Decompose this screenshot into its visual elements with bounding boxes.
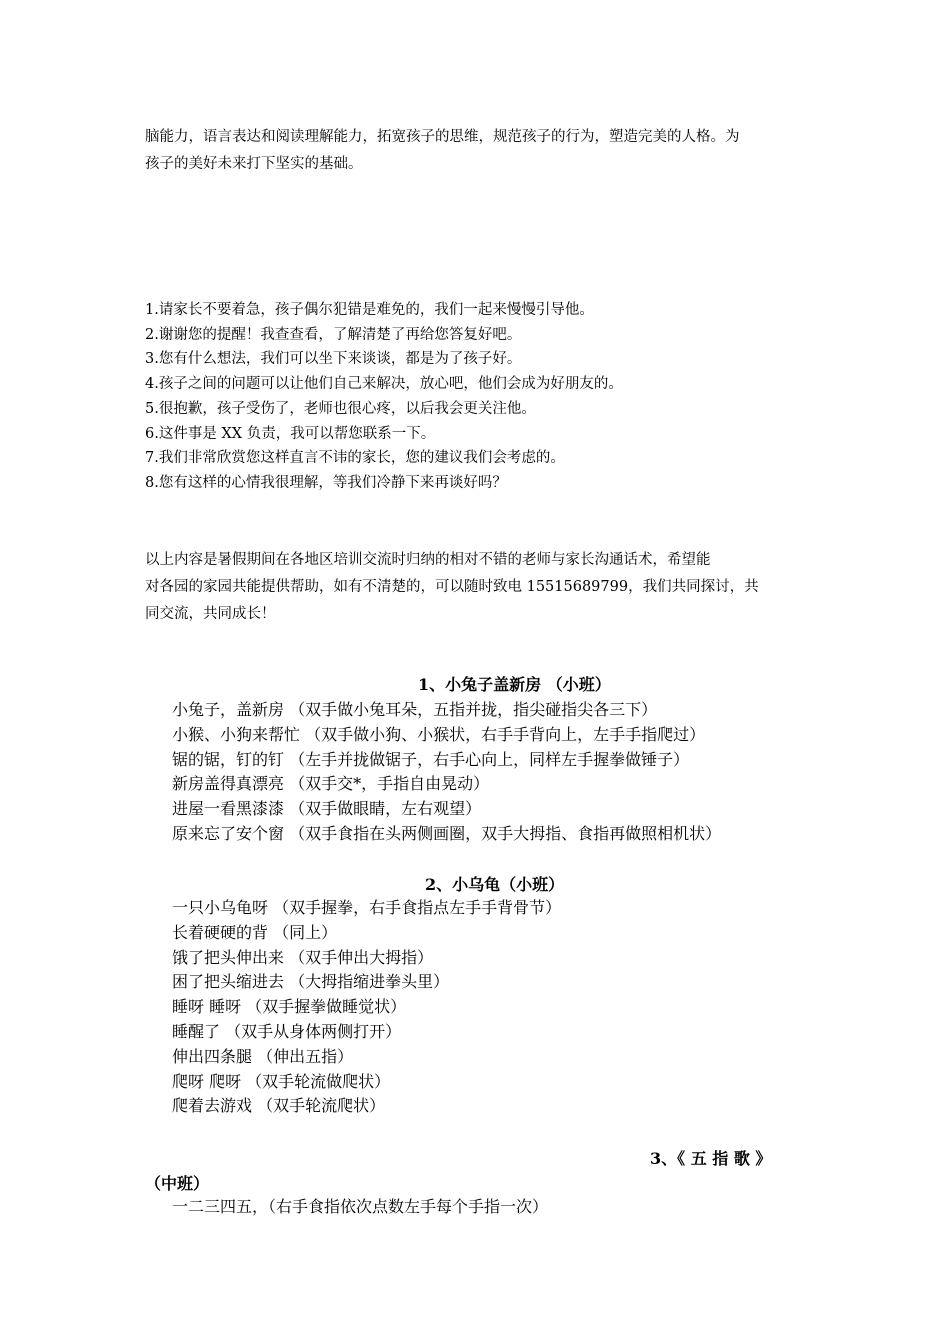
intro-line: 脑能力，语言表达和阅读理解能力，拓宽孩子的思维，规范孩子的行为，塑造完美的人格。为: [145, 129, 740, 145]
song2-lyrics: [172, 896, 832, 1119]
song2-title: 2、小乌龟（小班）: [425, 875, 565, 894]
song1-lyrics: [172, 698, 832, 847]
phrase-item: 8.您有这样的心情我很理解，等我们冷静下来再谈好吗？: [145, 474, 507, 491]
lyric-line: 爬着去游戏 （双手轮流爬状）: [172, 1096, 386, 1116]
lyric-line: 一只小乌龟呀 （双手握拳，右手食指点左手手背骨节）: [172, 898, 562, 917]
phrase-item: 2.谢谢您的提醒！我查查看，了解清楚了再给您答复好吧。: [145, 326, 522, 343]
lyric-line: 睡呀 睡呀 （双手握拳做睡觉状）: [172, 997, 407, 1017]
song3-class: （中班）: [145, 1174, 210, 1193]
lyric-line: 长着硬硬的背 （同上）: [172, 922, 338, 942]
lyric-line: 锯的锯，钉的钉 （左手并拢做锯子，右手心向上，同样左手握拳做锤子）: [172, 749, 690, 769]
lyric-line: 新房盖得真漂亮 （双手交*，手指自由晃动）: [172, 774, 490, 794]
phrase-item: 3.您有什么想法，我们可以坐下来谈谈，都是为了孩子好。: [145, 351, 522, 368]
lyric-line: 困了把头缩进去 （大拇指缩进拳头里）: [172, 972, 450, 992]
phrase-item: 6.这件事是 XX 负责，我可以帮您联系一下。: [145, 425, 436, 442]
song3-title: 3、《 五 指 歌 》: [650, 1149, 772, 1168]
lyric-line: 小猴、小狗来帮忙 （双手做小狗、小猴状，右手手背向上，左手手指爬过）: [172, 724, 706, 744]
intro-line: 孩子的美好未来打下坚实的基础。: [145, 156, 363, 172]
lyric-line: 伸出四条腿 （伸出五指）: [172, 1046, 354, 1066]
lyric-line: 原来忘了安个窗 （双手食指在头两侧画圈，双手大拇指、食指再做照相机状）: [172, 823, 722, 843]
lyric-line: 进屋一看黑漆漆 （双手做眼睛，左右观望）: [172, 799, 482, 819]
summary-line: 同交流，共同成长！: [145, 606, 276, 622]
lyric-line: 一二三四五，（右手食指依次点数左手每个手指一次）: [172, 1197, 549, 1216]
summary-paragraph: [145, 547, 815, 628]
lyric-line: 爬呀 爬呀 （双手轮流做爬状）: [172, 1071, 391, 1091]
summary-line: 对各园的家园共能提供帮助，如有不清楚的，可以随时致电 15515689799，我们共同探讨，共: [145, 579, 759, 595]
lyric-line: 睡醒了 （双手从身体两侧打开）: [172, 1021, 402, 1041]
phrase-item: 1.请家长不要着急，孩子偶尔犯错是难免的，我们一起来慢慢引导他。: [145, 302, 594, 318]
song3-lyrics: [172, 1195, 832, 1220]
song1-title: 1、小兔子盖新房 （小班）: [418, 675, 611, 694]
lyric-line: 小兔子，盖新房 （双手做小兔耳朵，五指并拢，指尖碰指尖各三下）: [172, 700, 658, 719]
intro-paragraph: [145, 124, 815, 178]
phrase-list: [145, 298, 815, 496]
phrase-item: 4.孩子之间的问题可以让他们自己来解决，放心吧，他们会成为好朋友的。: [145, 376, 623, 393]
summary-line: 以上内容是暑假期间在各地区培训交流时归纳的相对不错的老师与家长沟通话术，希望能: [145, 552, 711, 568]
phrase-item: 7.我们非常欣赏您这样直言不讳的家长，您的建议我们会考虑的。: [145, 450, 565, 467]
lyric-line: 饿了把头伸出来 （双手伸出大拇指）: [172, 947, 434, 967]
phrase-item: 5.很抱歉，孩子受伤了，老师也很心疼，以后我会更关注他。: [145, 400, 536, 417]
